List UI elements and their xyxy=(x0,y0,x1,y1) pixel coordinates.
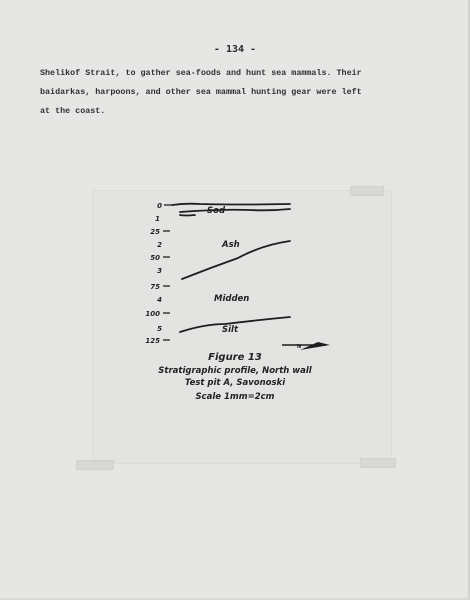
body-line: baidarkas, harpoons, and other sea mammal hunting gear were left xyxy=(40,87,362,97)
layer-label-midden: Midden xyxy=(214,294,250,304)
body-line: Shelikof Strait, to gather sea-foods and hunt sea mammals. Their xyxy=(40,68,362,78)
layer-label-silt: Silt xyxy=(222,325,239,335)
figure-caption-line: Test pit A, Savonoski xyxy=(184,378,286,388)
scale-label: 125 xyxy=(145,337,160,345)
scale-ticks xyxy=(163,205,172,340)
scale-label: 2 xyxy=(157,241,162,249)
scale-label: 0 xyxy=(157,202,162,210)
sod-lower-boundary xyxy=(180,209,290,212)
scale-label: 25 xyxy=(150,228,160,236)
body-line: at the coast. xyxy=(40,106,106,116)
scale-label: 50 xyxy=(150,254,160,262)
figure-caption-line: Scale 1mm=2cm xyxy=(195,392,275,402)
figure-caption-title: Figure 13 xyxy=(208,352,262,363)
sod-lower-boundary-tail xyxy=(180,215,195,216)
scale-label: 4 xyxy=(157,296,162,304)
layer-label-ash: Ash xyxy=(222,240,240,250)
scale-label: 1 xyxy=(155,215,160,223)
layer-label-sod: Sod xyxy=(207,206,226,216)
scale-label: 100 xyxy=(145,310,160,318)
north-arrow-icon xyxy=(282,342,330,350)
ground-surface-line xyxy=(172,204,290,205)
scale-label: 75 xyxy=(150,283,160,291)
scale-label: 5 xyxy=(157,325,162,333)
page-number: - 134 - xyxy=(213,44,257,55)
scale-label: 3 xyxy=(157,267,162,275)
figure-caption-line: Stratigraphic profile, North wall xyxy=(158,366,312,376)
north-arrow-label: N xyxy=(297,344,302,350)
